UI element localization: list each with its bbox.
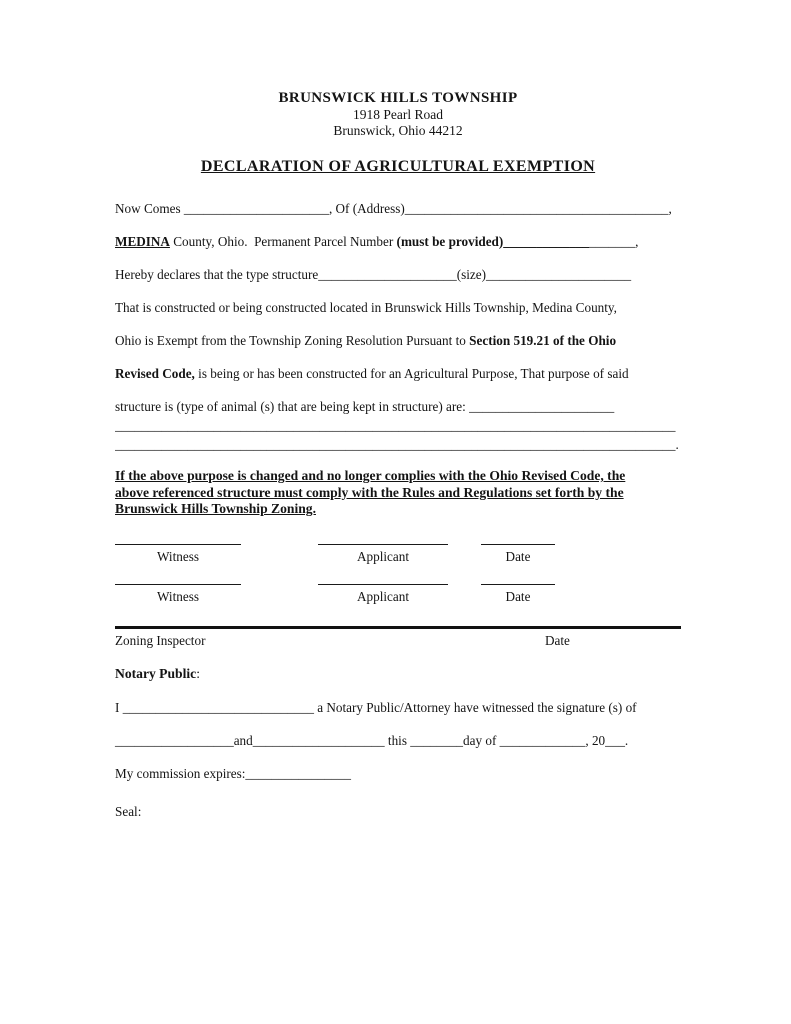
and-label: and <box>233 732 253 748</box>
of-address-label: , Of (Address) <box>328 201 405 216</box>
now-comes-line <box>115 201 681 216</box>
witness-1-signature-line <box>115 544 241 545</box>
notary-heading <box>115 666 681 682</box>
applicant-2-label: Applicant <box>356 588 409 604</box>
signature-row-2 <box>115 584 681 605</box>
commission-blank: ________________ <box>245 765 351 781</box>
notice-line-3: Brunswick Hills Township Zoning. <box>115 501 316 516</box>
size-label: (size) <box>456 267 486 282</box>
seal-label: Seal: <box>115 803 142 819</box>
county-name: MEDINA <box>115 234 170 249</box>
applicant-1-label: Applicant <box>356 548 409 564</box>
comma: , <box>668 201 672 216</box>
form-content <box>115 90 681 820</box>
pursuant-text: Ohio is Exempt from the Township Zoning Resolution Pursuant to <box>115 333 470 348</box>
witness-2-block <box>115 584 241 605</box>
applicant-name-blank: ______________________ <box>183 201 329 216</box>
parcel-number-blank: _____________ <box>503 234 589 249</box>
notary-signer-1-blank: __________________ <box>115 732 234 748</box>
applicant-2-signature-line <box>318 584 448 585</box>
overflow-blank-line-1: _____________________________________________________________________________________ <box>115 418 676 433</box>
notary-line-1 <box>115 700 681 715</box>
period: . <box>675 437 679 452</box>
day-blank: ________ <box>410 732 464 748</box>
applicant-2-block <box>318 584 448 605</box>
year-prefix-label: , 20 <box>585 732 606 748</box>
date-2-block <box>481 584 555 605</box>
period: . <box>624 732 629 748</box>
paragraph-line-2 <box>115 333 681 348</box>
structure-type-blank: _____________________ <box>318 267 457 282</box>
now-comes-label: Now Comes <box>115 201 184 216</box>
notary-heading-bold: Notary Public <box>115 665 197 681</box>
this-label: this <box>384 732 411 748</box>
colon: : <box>196 665 200 681</box>
zoning-inspector-label: Zoning Inspector <box>115 632 206 648</box>
overflow-blank: _____________________________________________________________________________________ <box>115 437 676 452</box>
revised-code-notice <box>115 468 681 518</box>
form-title: DECLARATION OF AGRICULTURAL EXEMPTION <box>200 158 596 175</box>
date-1-label: Date <box>505 548 531 564</box>
address-blank: ________________________________________ <box>404 201 669 216</box>
witness-1-block <box>115 544 241 565</box>
date-2-line <box>481 584 555 585</box>
animal-type-label: structure is (type of animal (s) that are being kept in structure) are: <box>115 399 470 414</box>
applicant-1-signature-line <box>318 544 448 545</box>
agricultural-purpose-text: is being or has been constructed for an Agricultural Purpose, That purpose of said <box>194 366 629 381</box>
notary-signer-2-blank: ____________________ <box>252 732 385 748</box>
notary-witnessed-text: a Notary Public/Attorney have witnessed the signature (s) of <box>313 699 637 715</box>
witness-1-label: Witness <box>157 548 199 564</box>
address-line-1: 1918 Pearl Road <box>353 107 443 122</box>
signature-row-1 <box>115 544 681 565</box>
zoning-inspector-row <box>115 626 681 649</box>
year-blank: ___ <box>605 732 625 748</box>
notice-line-2: above referenced structure must comply with the Rules and Regulations set forth by the <box>115 484 624 500</box>
address-line-2: Brunswick, Ohio 44212 <box>333 123 463 138</box>
month-blank: _____________ <box>499 732 586 748</box>
township-name: BRUNSWICK HILLS TOWNSHIP <box>278 90 518 106</box>
notary-i-label: I <box>115 699 123 715</box>
paragraph-line-3 <box>115 366 681 381</box>
overflow-blank-line-2 <box>115 437 681 454</box>
date-1-block <box>481 544 555 565</box>
declares-label: Hereby declares that the type structure <box>115 267 319 282</box>
must-be-provided-label: (must be provided) <box>396 234 504 249</box>
revised-code-bold: Revised Code, <box>115 366 195 381</box>
notary-line-2 <box>115 733 681 748</box>
date-1-line <box>481 544 555 545</box>
paragraph-line-1: That is constructed or being constructed located in Brunswick Hills Township, Medina County, <box>115 300 617 315</box>
size-blank: ______________________ <box>485 267 632 282</box>
witness-2-signature-line <box>115 584 241 585</box>
commission-label: My commission expires: <box>115 765 246 781</box>
applicant-1-block <box>318 544 448 565</box>
county-parcel-line <box>115 234 681 249</box>
section-reference-bold: Section 519.21 of the Ohio <box>469 333 617 348</box>
structure-type-line <box>115 267 681 282</box>
zoning-date-label: Date <box>545 632 570 648</box>
county-rest-label: County, Ohio. Permanent Parcel Number <box>169 234 397 249</box>
notary-name-blank: _____________________________ <box>122 699 314 715</box>
commission-line <box>115 766 681 781</box>
comma: , <box>635 234 639 249</box>
date-2-label: Date <box>505 588 531 604</box>
animal-type-blank: ______________________ <box>469 399 615 414</box>
notice-line-1: If the above purpose is changed and no longer complies with the Ohio Revised Code, the <box>115 468 626 483</box>
witness-2-label: Witness <box>157 588 199 604</box>
day-of-label: day of <box>463 732 500 748</box>
animal-type-line <box>115 399 681 414</box>
parcel-number-blank-thin: _______ <box>589 234 636 249</box>
